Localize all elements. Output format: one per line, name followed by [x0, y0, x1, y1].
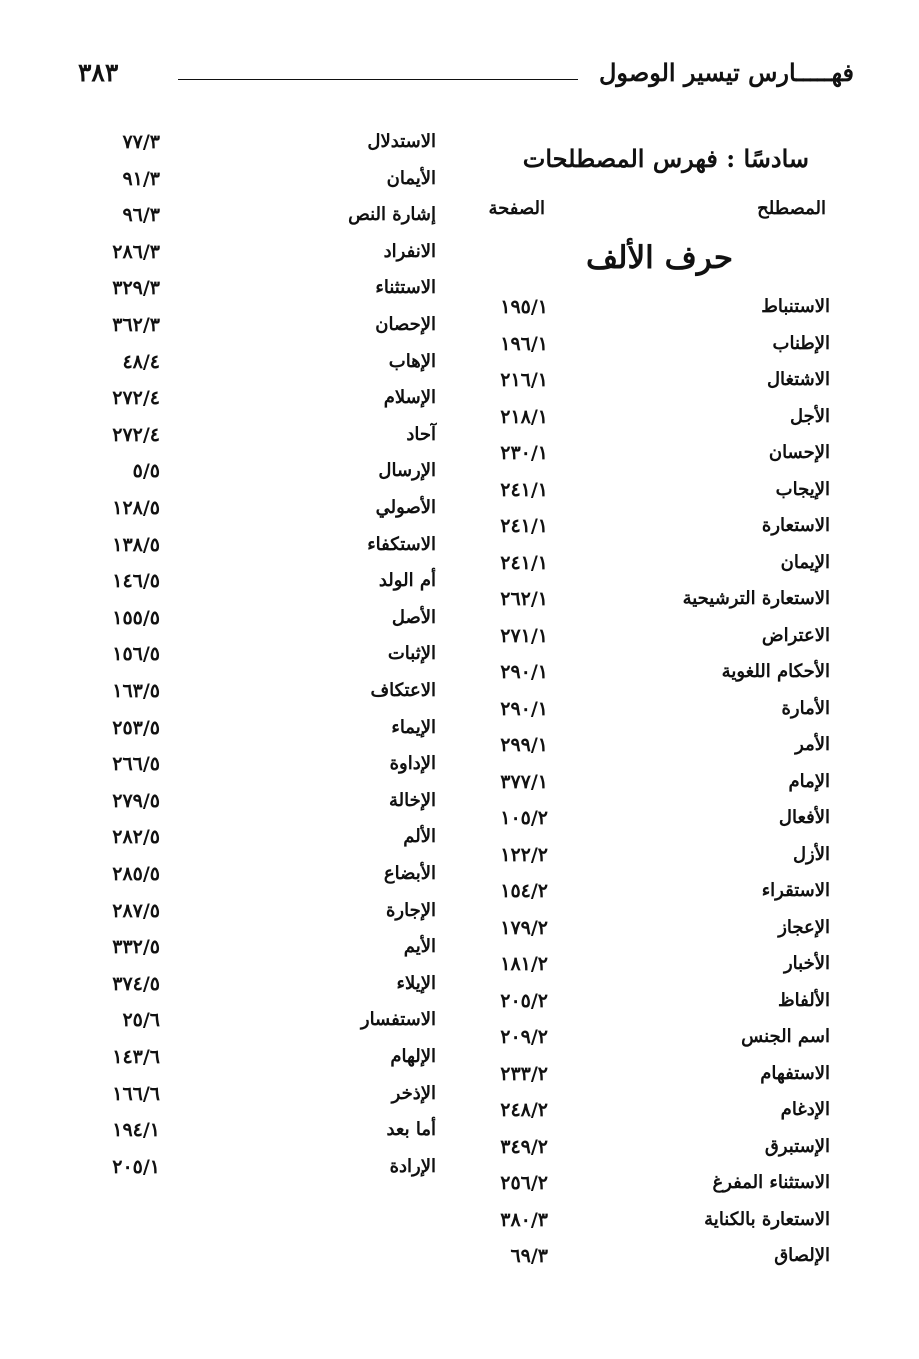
- entry-page-ref: ٢٩٩/١: [500, 734, 548, 756]
- index-entry: [458, 436, 830, 470]
- entry-term: الإيلاء: [396, 972, 436, 994]
- index-entry: [70, 1040, 436, 1074]
- index-entry: [458, 1130, 830, 1164]
- index-entry: [458, 509, 830, 543]
- index-entry: [70, 491, 436, 525]
- entry-term: الاستعارة بالكناية: [704, 1208, 830, 1230]
- entry-term: الإرسال: [378, 460, 436, 482]
- entry-page-ref: ٩٦/٣: [122, 204, 160, 227]
- index-entry: [458, 582, 830, 616]
- index-entry: [70, 528, 436, 562]
- entry-page-ref: ٣٧٧/١: [500, 770, 548, 793]
- index-entry: [70, 637, 436, 671]
- entry-page-ref: ٢٠٩/٢: [500, 1026, 548, 1048]
- index-entry: [70, 125, 436, 159]
- entry-page-ref: ٢٩٠/١: [500, 697, 548, 720]
- entry-page-ref: ٢٥/٦: [122, 1009, 160, 1032]
- entry-term: الانفراد: [383, 240, 436, 262]
- entry-page-ref: ٣٧٤/٥: [112, 972, 160, 995]
- entry-page-ref: ٢٨٢/٥: [112, 826, 160, 849]
- index-entry: [70, 1003, 436, 1037]
- entry-term: الاستدلال: [367, 131, 436, 152]
- entry-term: الإهاب: [388, 350, 436, 372]
- index-entry: [458, 984, 830, 1018]
- index-entry: [70, 1077, 436, 1111]
- entry-term: الاشتغال: [766, 369, 830, 390]
- entry-page-ref: ٢٨٥/٥: [112, 863, 160, 885]
- index-entry: [458, 874, 830, 908]
- entry-page-ref: ٤٨/٤: [122, 350, 160, 373]
- column-label-term: المصطلح: [757, 198, 826, 219]
- index-entry: [458, 290, 830, 324]
- entry-term: الاستعارة الترشيحية: [682, 588, 830, 609]
- entry-term: الاستفهام: [760, 1062, 830, 1084]
- entry-page-ref: ١٩٤/١: [112, 1119, 160, 1142]
- entry-page-ref: ٢٧١/١: [500, 624, 548, 647]
- index-entry: [458, 728, 830, 762]
- entry-page-ref: ٣٦٢/٣: [112, 314, 160, 336]
- entry-page-ref: ٢٦٢/١: [500, 588, 548, 610]
- index-entry: [70, 747, 436, 781]
- entry-term: الأجل: [789, 405, 830, 427]
- index-entry: [70, 674, 436, 708]
- entry-term: الاستنباط: [761, 296, 830, 317]
- entry-page-ref: ١٦٣/٥: [112, 680, 160, 702]
- entry-term: إشارة النص: [348, 204, 436, 226]
- entry-page-ref: ١٦٦/٦: [112, 1082, 160, 1105]
- entry-term: الألفاظ: [778, 989, 830, 1011]
- entry-page-ref: ٢٩٠/١: [500, 661, 548, 683]
- entry-page-ref: ٢٤١/١: [500, 478, 548, 501]
- entry-term: الإجارة: [385, 899, 436, 921]
- index-entry: [458, 765, 830, 799]
- index-entry: [458, 327, 830, 361]
- entry-page-ref: ٦٩/٣: [510, 1245, 548, 1267]
- entry-term: الاستثناء: [375, 277, 436, 299]
- entry-page-ref: ٢٣٠/١: [500, 442, 548, 464]
- index-entry: [70, 894, 436, 928]
- entry-page-ref: ٢٧٢/٤: [112, 423, 160, 446]
- entry-page-ref: ٢٧٩/٥: [112, 789, 160, 812]
- index-entry: [70, 418, 436, 452]
- index-entry: [70, 1150, 436, 1184]
- entry-page-ref: ٢٥٦/٢: [500, 1172, 548, 1194]
- index-entry: [458, 546, 830, 580]
- entry-term: الأبضاع: [383, 863, 436, 884]
- entry-term: الإلهام: [390, 1046, 436, 1067]
- entry-page-ref: ١٤٦/٥: [112, 570, 160, 593]
- entry-term: الإحسان: [768, 442, 830, 463]
- index-entry: [70, 711, 436, 745]
- entry-term: الإمام: [788, 770, 830, 792]
- entry-term: الاستثناء المفرغ: [712, 1172, 830, 1193]
- entry-page-ref: ١٢٨/٥: [112, 497, 160, 519]
- entry-term: الإعجاز: [778, 916, 830, 938]
- entry-page-ref: ٢١٨/١: [500, 405, 548, 428]
- index-entry: [70, 857, 436, 891]
- entry-page-ref: ٢١٦/١: [500, 369, 548, 391]
- index-entry: [458, 1093, 830, 1127]
- letter-heading: حرف الألف: [585, 240, 733, 276]
- entry-term: الإيجاب: [775, 478, 830, 500]
- entry-term: الاستقراء: [761, 880, 830, 901]
- index-entry: [458, 473, 830, 507]
- index-entry: [70, 601, 436, 635]
- index-entry: [70, 930, 436, 964]
- entry-page-ref: ١٠٥/٢: [500, 807, 548, 829]
- entry-term: الاستعارة: [761, 515, 830, 536]
- entry-term: الإداوة: [389, 753, 436, 775]
- entry-page-ref: ٧٧/٣: [122, 131, 160, 153]
- index-entry: [458, 400, 830, 434]
- entry-page-ref: ٢٠٥/١: [112, 1155, 160, 1178]
- index-entry: [458, 1057, 830, 1091]
- entry-page-ref: ٢٦٦/٥: [112, 753, 160, 776]
- entry-page-ref: ٣٢٩/٣: [112, 277, 160, 300]
- index-entry: [458, 911, 830, 945]
- index-entry: [458, 1203, 830, 1237]
- index-entry: [458, 692, 830, 726]
- entry-page-ref: ١٢٢/٢: [500, 843, 548, 866]
- entry-term: الاستفسار: [360, 1009, 436, 1031]
- index-entry: [70, 967, 436, 1001]
- entry-term: الأيم: [403, 936, 436, 958]
- entry-term: الاستكفاء: [367, 533, 436, 555]
- entry-page-ref: ١٥٦/٥: [112, 643, 160, 666]
- entry-term: آحاد: [406, 423, 436, 445]
- entry-term: الأحكام اللغوية: [721, 661, 830, 682]
- entry-term: الإسلام: [383, 387, 436, 409]
- entry-term: الإذخر: [391, 1082, 436, 1104]
- index-entry: [458, 838, 830, 872]
- entry-term: الألم: [403, 826, 436, 848]
- entry-page-ref: ١٩٥/١: [500, 296, 548, 318]
- entry-page-ref: ٢٨٦/٣: [112, 240, 160, 263]
- entry-page-ref: ٩١/٣: [122, 167, 160, 190]
- entry-term: اسم الجنس: [741, 1026, 830, 1047]
- index-entry: [70, 454, 436, 488]
- entry-page-ref: ٢٥٣/٥: [112, 716, 160, 739]
- entry-term: الإدغام: [780, 1099, 830, 1120]
- entry-page-ref: ١٣٨/٥: [112, 533, 160, 556]
- index-entry: [70, 271, 436, 305]
- entry-page-ref: ٢٤١/١: [500, 551, 548, 574]
- entry-term: الاعتكاف: [370, 680, 436, 701]
- column-label-page: الصفحة: [488, 198, 545, 219]
- entry-page-ref: ١٤٣/٦: [112, 1046, 160, 1068]
- entry-term: الأمر: [795, 734, 830, 755]
- index-entry: [70, 1113, 436, 1147]
- header-rule: [178, 79, 578, 80]
- entry-page-ref: ٣٣٢/٥: [112, 936, 160, 959]
- entry-page-ref: ٢٨٧/٥: [112, 899, 160, 922]
- entry-term: الأصولي: [375, 497, 436, 518]
- index-entry: [458, 1020, 830, 1054]
- running-title: فهـــــارس تيسير الوصول: [598, 58, 854, 87]
- entry-term: الإطناب: [772, 332, 830, 354]
- index-entry: [458, 619, 830, 653]
- entry-page-ref: ٥/٥: [132, 460, 160, 483]
- page-number: ٣٨٣: [78, 58, 119, 87]
- entry-page-ref: ١٥٤/٢: [500, 880, 548, 902]
- entry-term: الأيمان: [386, 167, 436, 189]
- entry-term: الإحصان: [375, 314, 436, 335]
- index-entry: [70, 198, 436, 232]
- entry-term: الاعتراض: [761, 624, 830, 646]
- entry-term: الإيمان: [780, 551, 830, 573]
- index-entry: [70, 345, 436, 379]
- section-title: سادسًا : فهرس المصطلحات: [522, 144, 809, 173]
- entry-term: الأصل: [391, 606, 436, 628]
- entry-term: الأزل: [792, 843, 830, 865]
- entry-page-ref: ٣٤٩/٢: [500, 1135, 548, 1158]
- entry-page-ref: ١٩٦/١: [500, 332, 548, 355]
- index-entry: [70, 564, 436, 598]
- index-entry: [458, 1166, 830, 1200]
- entry-term: الأخبار: [783, 953, 830, 974]
- running-head: [78, 58, 854, 98]
- index-entry: [458, 801, 830, 835]
- index-entry: [458, 1239, 830, 1273]
- entry-page-ref: ٢٤٨/٢: [500, 1099, 548, 1121]
- entry-term: الإيماء: [391, 716, 436, 738]
- entry-term: الإرادة: [389, 1155, 436, 1177]
- entry-page-ref: ٣٨٠/٣: [500, 1208, 548, 1231]
- entry-page-ref: ١٨١/٢: [500, 953, 548, 975]
- entry-term: الإلصاق: [774, 1245, 830, 1266]
- entry-term: الأفعال: [778, 807, 830, 828]
- index-entry: [458, 947, 830, 981]
- index-entry: [70, 784, 436, 818]
- entry-page-ref: ٢٧٢/٤: [112, 387, 160, 410]
- index-entry: [70, 235, 436, 269]
- entry-term: الإثبات: [387, 643, 436, 665]
- entry-term: الإخالة: [388, 789, 436, 811]
- index-entry: [70, 820, 436, 854]
- index-entry: [70, 381, 436, 415]
- entry-term: الإستبرق: [764, 1135, 830, 1157]
- entry-page-ref: ١٥٥/٥: [112, 606, 160, 629]
- index-entry: [458, 655, 830, 689]
- entry-page-ref: ١٧٩/٢: [500, 916, 548, 939]
- entry-term: أم الولد: [378, 570, 436, 592]
- entry-term: الأمارة: [781, 697, 830, 719]
- index-entry: [70, 162, 436, 196]
- entry-page-ref: ٢٣٣/٢: [500, 1062, 548, 1085]
- entry-term: أما بعد: [386, 1119, 436, 1141]
- index-entry: [70, 308, 436, 342]
- entry-page-ref: ٢٠٥/٢: [500, 989, 548, 1012]
- entry-page-ref: ٢٤١/١: [500, 515, 548, 537]
- index-entry: [458, 363, 830, 397]
